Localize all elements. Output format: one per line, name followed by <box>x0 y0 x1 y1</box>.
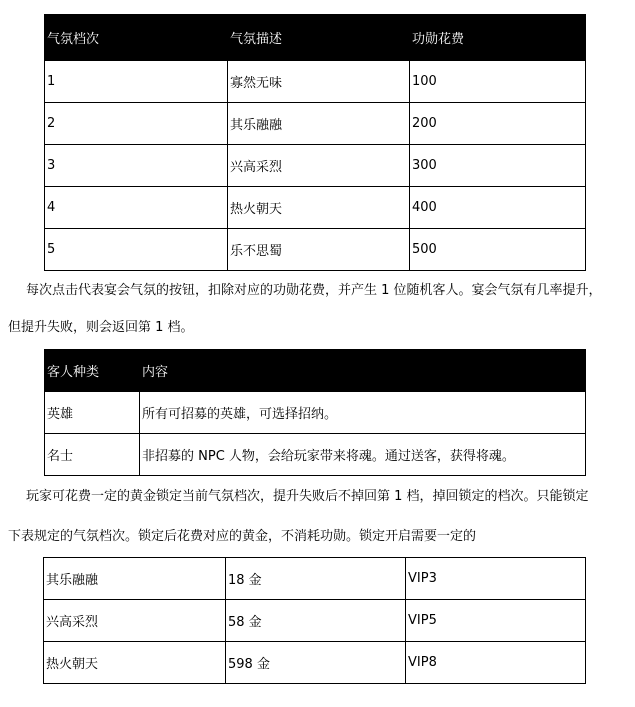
table-row <box>45 229 586 271</box>
description-cell: 乐不思蜀 <box>228 229 410 271</box>
paragraph-1-line-2: 但提升失败，则会返回第 1 档。 <box>8 320 194 335</box>
table-row <box>45 434 586 476</box>
description-cell: 热火朝天 <box>228 187 410 229</box>
guest-content-cell: 所有可招募的英雄，可选择招纳。 <box>140 392 586 434</box>
lock-table <box>43 557 586 684</box>
cost-cell: 300 <box>410 145 586 187</box>
header-guest-type: 客人种类 <box>45 350 140 392</box>
lock-gold-cell: 598 金 <box>226 642 406 684</box>
lock-level-cell: 兴高采烈 <box>44 600 226 642</box>
cost-cell: 100 <box>410 61 586 103</box>
description-cell: 兴高采烈 <box>228 145 410 187</box>
table-row <box>44 600 586 642</box>
paragraph-2-line-1: 玩家可花费一定的黄金锁定当前气氛档次，提升失败后不掉回第 1 档，掉回锁定的档次。只能锁定 <box>26 489 589 504</box>
level-cell: 2 <box>45 103 228 145</box>
table-row <box>45 61 586 103</box>
header-cost: 功勋花费 <box>410 15 586 61</box>
cost-cell: 200 <box>410 103 586 145</box>
description-cell: 寡然无味 <box>228 61 410 103</box>
paragraph-1-line-1: 每次点击代表宴会气氛的按钮，扣除对应的功勋花费，并产生 1 位随机客人。宴会气氛有几率提升， <box>26 283 602 298</box>
level-cell: 4 <box>45 187 228 229</box>
lock-vip-cell: VIP8 <box>406 642 586 684</box>
cost-cell: 400 <box>410 187 586 229</box>
lock-vip-cell: VIP3 <box>406 558 586 600</box>
level-cell: 5 <box>45 229 228 271</box>
lock-level-cell: 其乐融融 <box>44 558 226 600</box>
table-row <box>44 642 586 684</box>
table-row <box>45 187 586 229</box>
table-header-row <box>45 350 586 392</box>
level-cell: 3 <box>45 145 228 187</box>
level-cell: 1 <box>45 61 228 103</box>
table-row <box>45 145 586 187</box>
table-row <box>44 558 586 600</box>
header-description: 气氛描述 <box>228 15 410 61</box>
paragraph-2-line-2: 下表规定的气氛档次。锁定后花费对应的黄金，不消耗功勋。锁定开启需要一定的 <box>8 529 477 544</box>
lock-gold-cell: 58 金 <box>226 600 406 642</box>
lock-vip-cell: VIP5 <box>406 600 586 642</box>
guest-type-cell: 英雄 <box>45 392 140 434</box>
guest-content-cell: 非招募的 NPC 人物，会给玩家带来将魂。通过送客，获得将魂。 <box>140 434 586 476</box>
header-content: 内容 <box>140 350 586 392</box>
guest-table <box>44 349 586 476</box>
lock-level-cell: 热火朝天 <box>44 642 226 684</box>
lock-gold-cell: 18 金 <box>226 558 406 600</box>
atmosphere-table <box>44 14 586 271</box>
table-row <box>45 392 586 434</box>
header-level: 气氛档次 <box>45 15 228 61</box>
table-row <box>45 103 586 145</box>
cost-cell: 500 <box>410 229 586 271</box>
description-cell: 其乐融融 <box>228 103 410 145</box>
guest-type-cell: 名士 <box>45 434 140 476</box>
table-header-row <box>45 15 586 61</box>
